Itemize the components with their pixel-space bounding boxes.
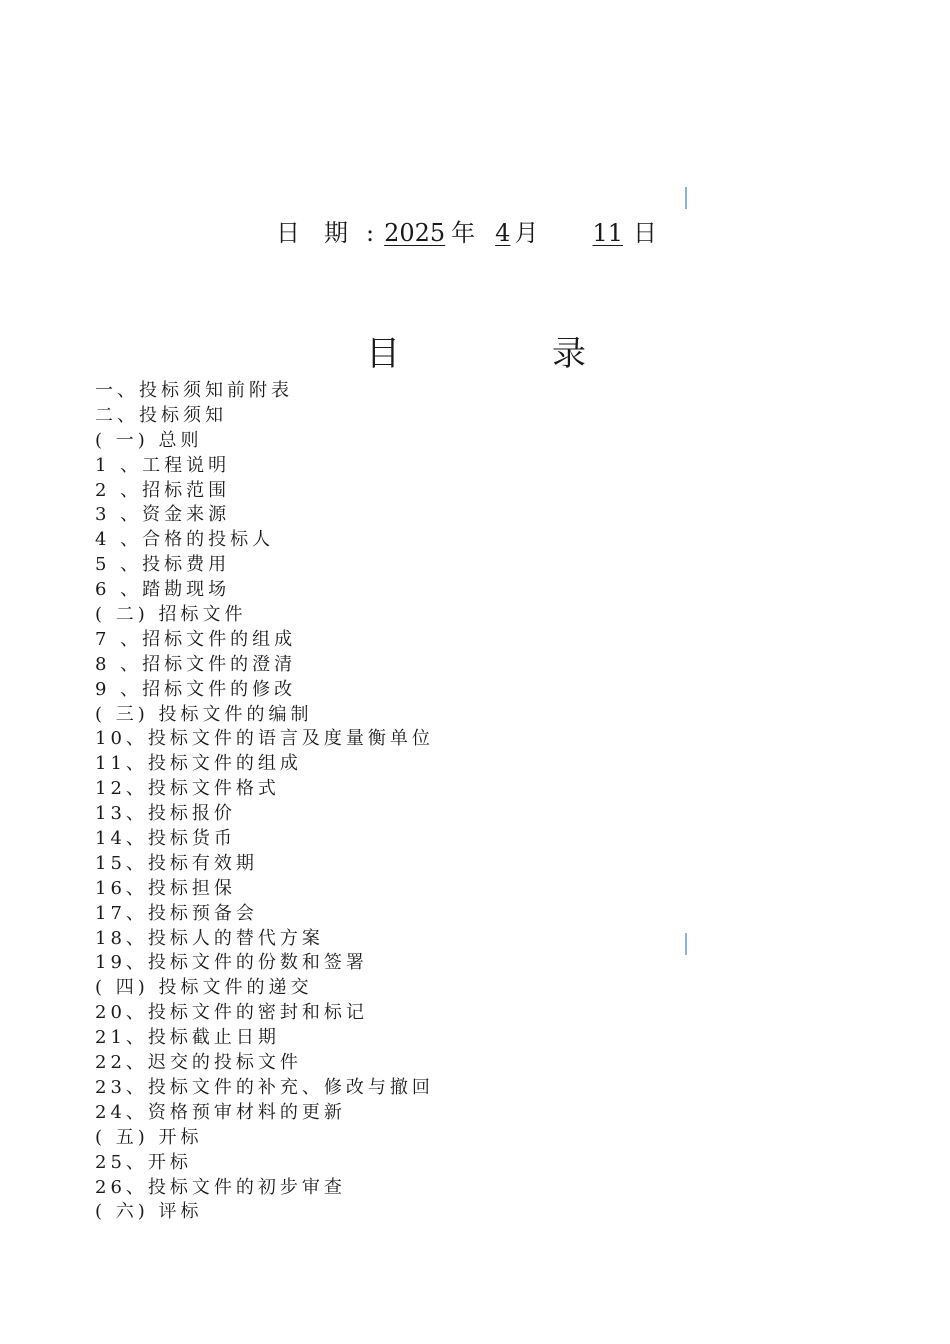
toc-title-char-2: 录 bbox=[552, 334, 586, 374]
toc-entry[interactable]: 19、投标文件的份数和签署 bbox=[95, 952, 368, 974]
toc-entry[interactable]: 18、投标人的替代方案 bbox=[95, 927, 324, 949]
date-line bbox=[276, 213, 657, 247]
date-day: 11 bbox=[592, 219, 623, 247]
toc-entry[interactable]: 1 、工程说明 bbox=[95, 454, 231, 476]
date-label-char-1: 日 bbox=[276, 219, 300, 247]
toc-entry[interactable]: 13、投标报价 bbox=[95, 803, 236, 825]
toc-entry[interactable]: 20、投标文件的密封和标记 bbox=[95, 1002, 368, 1024]
toc-entry[interactable]: 10、投标文件的语言及度量衡单位 bbox=[95, 728, 434, 750]
date-month: 4 bbox=[495, 219, 511, 247]
toc-entry[interactable]: 23、投标文件的补充、修改与撤回 bbox=[95, 1076, 434, 1098]
toc-entry[interactable]: 4 、合格的投标人 bbox=[95, 529, 275, 551]
toc-entry[interactable]: ( 三) 投标文件的编制 bbox=[95, 703, 313, 725]
toc-entry[interactable]: 24、资格预审材料的更新 bbox=[95, 1101, 346, 1123]
toc-entry[interactable]: 12、投标文件格式 bbox=[95, 778, 280, 800]
toc-entry[interactable]: 11、投标文件的组成 bbox=[95, 753, 302, 775]
toc-entry[interactable]: 7 、招标文件的组成 bbox=[95, 628, 297, 650]
date-day-unit: 日 bbox=[633, 219, 657, 247]
toc-title-char-1: 目 bbox=[366, 334, 400, 374]
toc-entry[interactable]: 21、投标截止日期 bbox=[95, 1027, 280, 1049]
toc-list bbox=[95, 379, 695, 1225]
toc-entry[interactable]: 15、投标有效期 bbox=[95, 852, 258, 874]
toc-entry[interactable]: ( 六) 评标 bbox=[95, 1201, 203, 1223]
toc-entry[interactable]: 9 、招标文件的修改 bbox=[95, 678, 297, 700]
toc-entry[interactable]: 2 、招标范围 bbox=[95, 479, 231, 501]
toc-entry[interactable]: 8 、招标文件的澄清 bbox=[95, 653, 297, 675]
date-month-unit: 月 bbox=[514, 219, 539, 247]
toc-entry[interactable]: 14、投标货币 bbox=[95, 828, 236, 850]
toc-title bbox=[366, 334, 586, 378]
toc-entry[interactable]: 3 、资金来源 bbox=[95, 504, 231, 526]
toc-entry[interactable]: 25、开标 bbox=[95, 1151, 192, 1173]
toc-entry[interactable]: 16、投标担保 bbox=[95, 877, 236, 899]
toc-entry[interactable]: ( 四) 投标文件的递交 bbox=[95, 977, 313, 999]
toc-entry[interactable]: 一、投标须知前附表 bbox=[95, 380, 293, 401]
toc-entry[interactable]: 二、投标须知 bbox=[95, 404, 227, 426]
date-year: 2025 bbox=[384, 219, 446, 247]
text-cursor-marker bbox=[685, 187, 687, 209]
date-year-unit: 年 bbox=[451, 219, 476, 247]
toc-entry[interactable]: 5 、投标费用 bbox=[95, 554, 231, 576]
toc-entry[interactable]: ( 五) 开标 bbox=[95, 1126, 203, 1148]
toc-entry[interactable]: 26、投标文件的初步审查 bbox=[95, 1176, 346, 1198]
toc-entry[interactable]: ( 二) 招标文件 bbox=[95, 604, 247, 626]
date-label-char-2: 期 bbox=[324, 219, 348, 247]
toc-entry[interactable]: 17、投标预备会 bbox=[95, 902, 258, 924]
toc-entry[interactable]: ( 一) 总则 bbox=[95, 429, 203, 451]
date-colon: : bbox=[366, 219, 375, 247]
toc-entry[interactable]: 22、迟交的投标文件 bbox=[95, 1052, 302, 1074]
toc-entry[interactable]: 6 、踏勘现场 bbox=[95, 579, 231, 601]
